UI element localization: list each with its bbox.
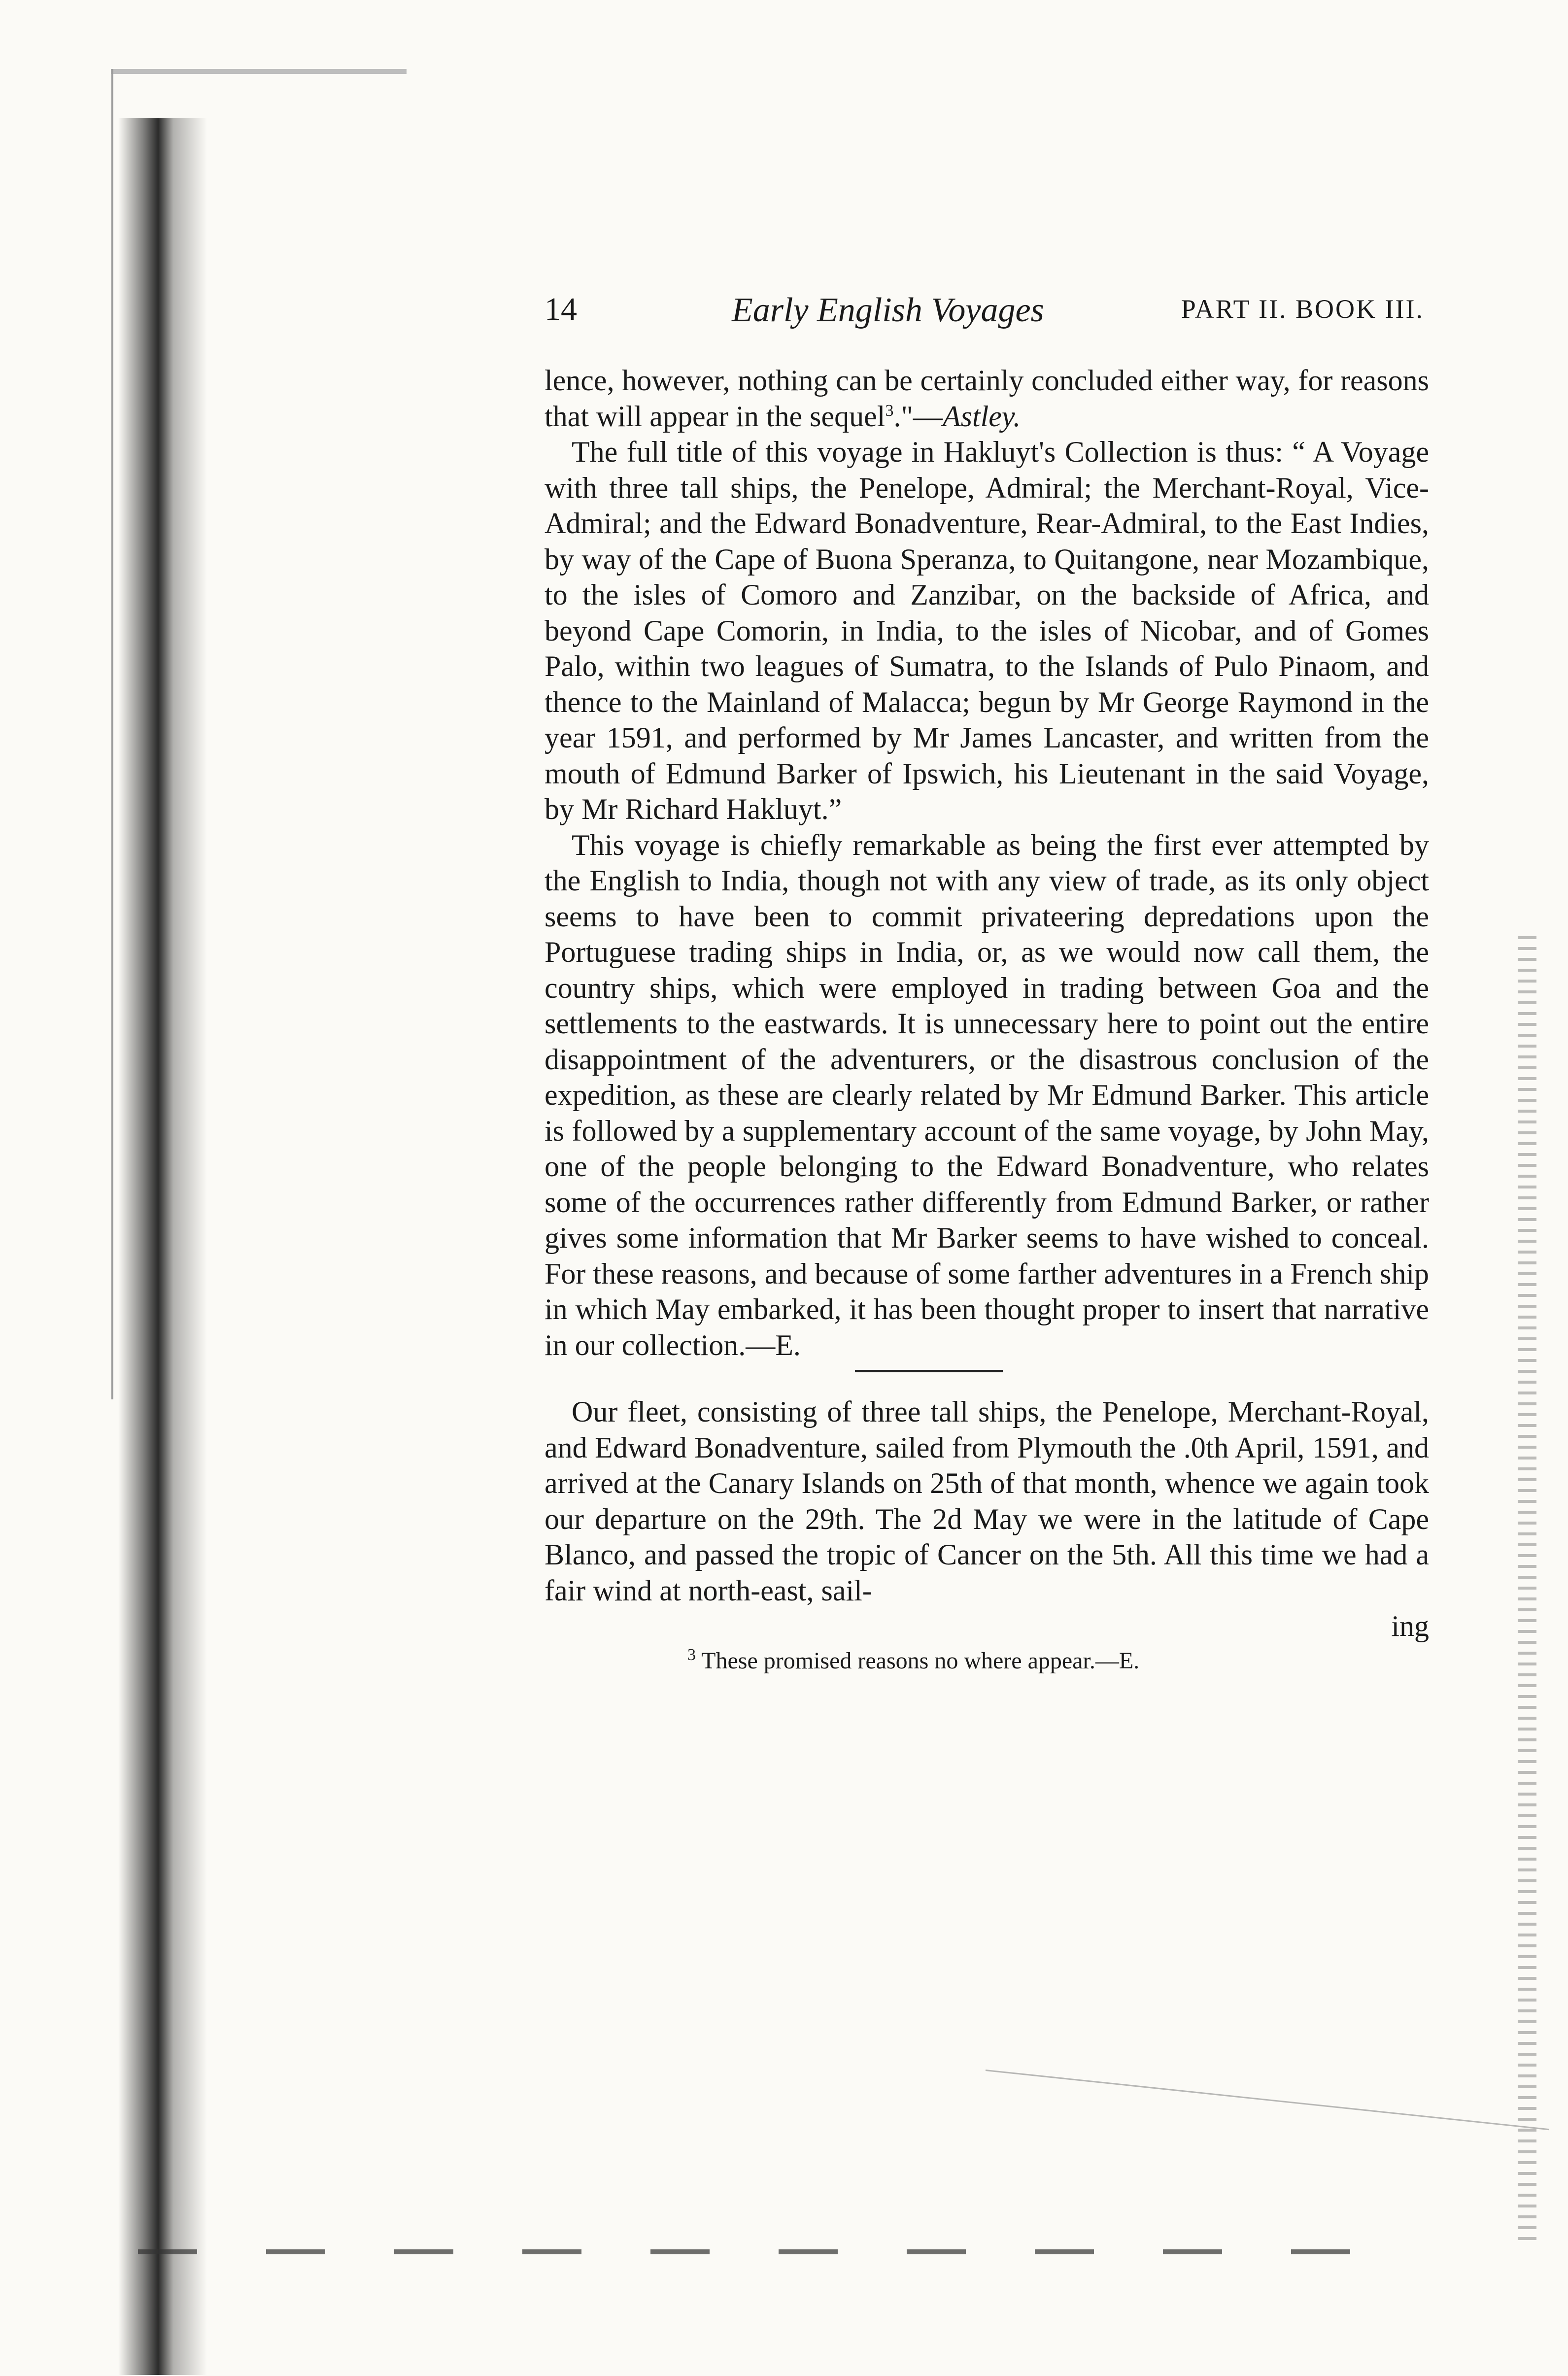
part-book-label: PART II. BOOK III.	[1181, 294, 1424, 324]
page-number: 14	[545, 291, 577, 327]
paragraph-2: The full title of this voyage in Hakluyt's Collection is thus: “ A Voyage with three tall ships, the Penelope, Admiral; the Merchant-Royal, Vice-Admiral; and the Edward Bonadventure, Rear-Admiral, to the East Indies, by way of the Cape of Buona Speranza, to Quitangone, near Mozambique, to the isles of Comoro and Zanzibar, on the backside of Africa, and beyond Cape Comorin, in India, to the isles of Nicobar, and of Gomes Palo, within two leagues of Sumatra, to the Islands of Pulo Pinaom, and thence to the Mainland of Malacca; begun by Mr George Raymond in the year 1591, and performed by Mr James Lancaster, and written from the mouth of Edmund Barker of Ipswich, his Lieutenant in the said Voyage, by Mr Richard Hakluyt.”	[545, 436, 1429, 825]
catchword: ing	[1391, 1610, 1429, 1642]
footnote	[545, 1646, 1429, 1676]
paragraph-3: This voyage is chiefly remarkable as being the first ever attempted by the English to India, though not with any view of trade, as its only object seems to have been to commit privateering depredations upon the Portuguese trading ships in India, or, as we would now call them, the country ships, which were employed in trading between Goa and the settlements to the eastwards. It is unnecessary here to point out the entire disappointment of the adventurers, or the disastrous conclusion of the expedition, as these are clearly related by Mr Edmund Barker. This article is followed by a supplementary account of the same voyage, by John May, one of the people belonging to the Edward Bonadventure, who relates some of the occurrences rather differently from Edmund Barker, or rather gives some information that Mr Barker seems to have wished to conceal. For these reasons, and because of some farther adventures in a French ship in which May embarked, it has been thought proper to insert that narrative in our collection.—E.	[545, 828, 1429, 1361]
attribution: Astley.	[942, 400, 1021, 433]
quote-close: ."—	[893, 400, 943, 433]
book-page	[545, 291, 1429, 1676]
scan-edge-top	[111, 69, 407, 74]
footnote-ref: 3	[885, 401, 894, 420]
paragraph-1	[545, 363, 1429, 434]
page-fold-line	[986, 2070, 1549, 2130]
running-title: Early English Voyages	[732, 291, 1044, 329]
body-text	[545, 363, 1429, 1644]
section-rule	[855, 1370, 1003, 1372]
footnote-marker: 3	[687, 1645, 696, 1664]
running-head	[545, 291, 1429, 338]
paragraph-4: Our fleet, consisting of three tall ships, the Penelope, Merchant-Royal, and Edward Bonadventure, sailed from Plymouth the .0th April, 1591, and arrived at the Canary Islands on 25th of that month, whence we again took our departure on the 29th. The 2d May we were in the latitude of Cape Blanco, and passed the tropic of Cancer on the 5th. All this time we had a fair wind at north-east, sail-	[545, 1395, 1429, 1607]
scan-edge-bottom	[138, 2249, 1370, 2254]
paragraph-1-text: lence, however, nothing can be certainly concluded either way, for reasons that will appear in the sequel	[545, 364, 1429, 433]
scan-edge-line	[111, 69, 113, 1399]
footnote-text: These promised reasons no where appear.—E.	[701, 1647, 1140, 1674]
scan-edge-right	[1518, 936, 1536, 2242]
book-spine-shadow	[118, 118, 207, 2375]
